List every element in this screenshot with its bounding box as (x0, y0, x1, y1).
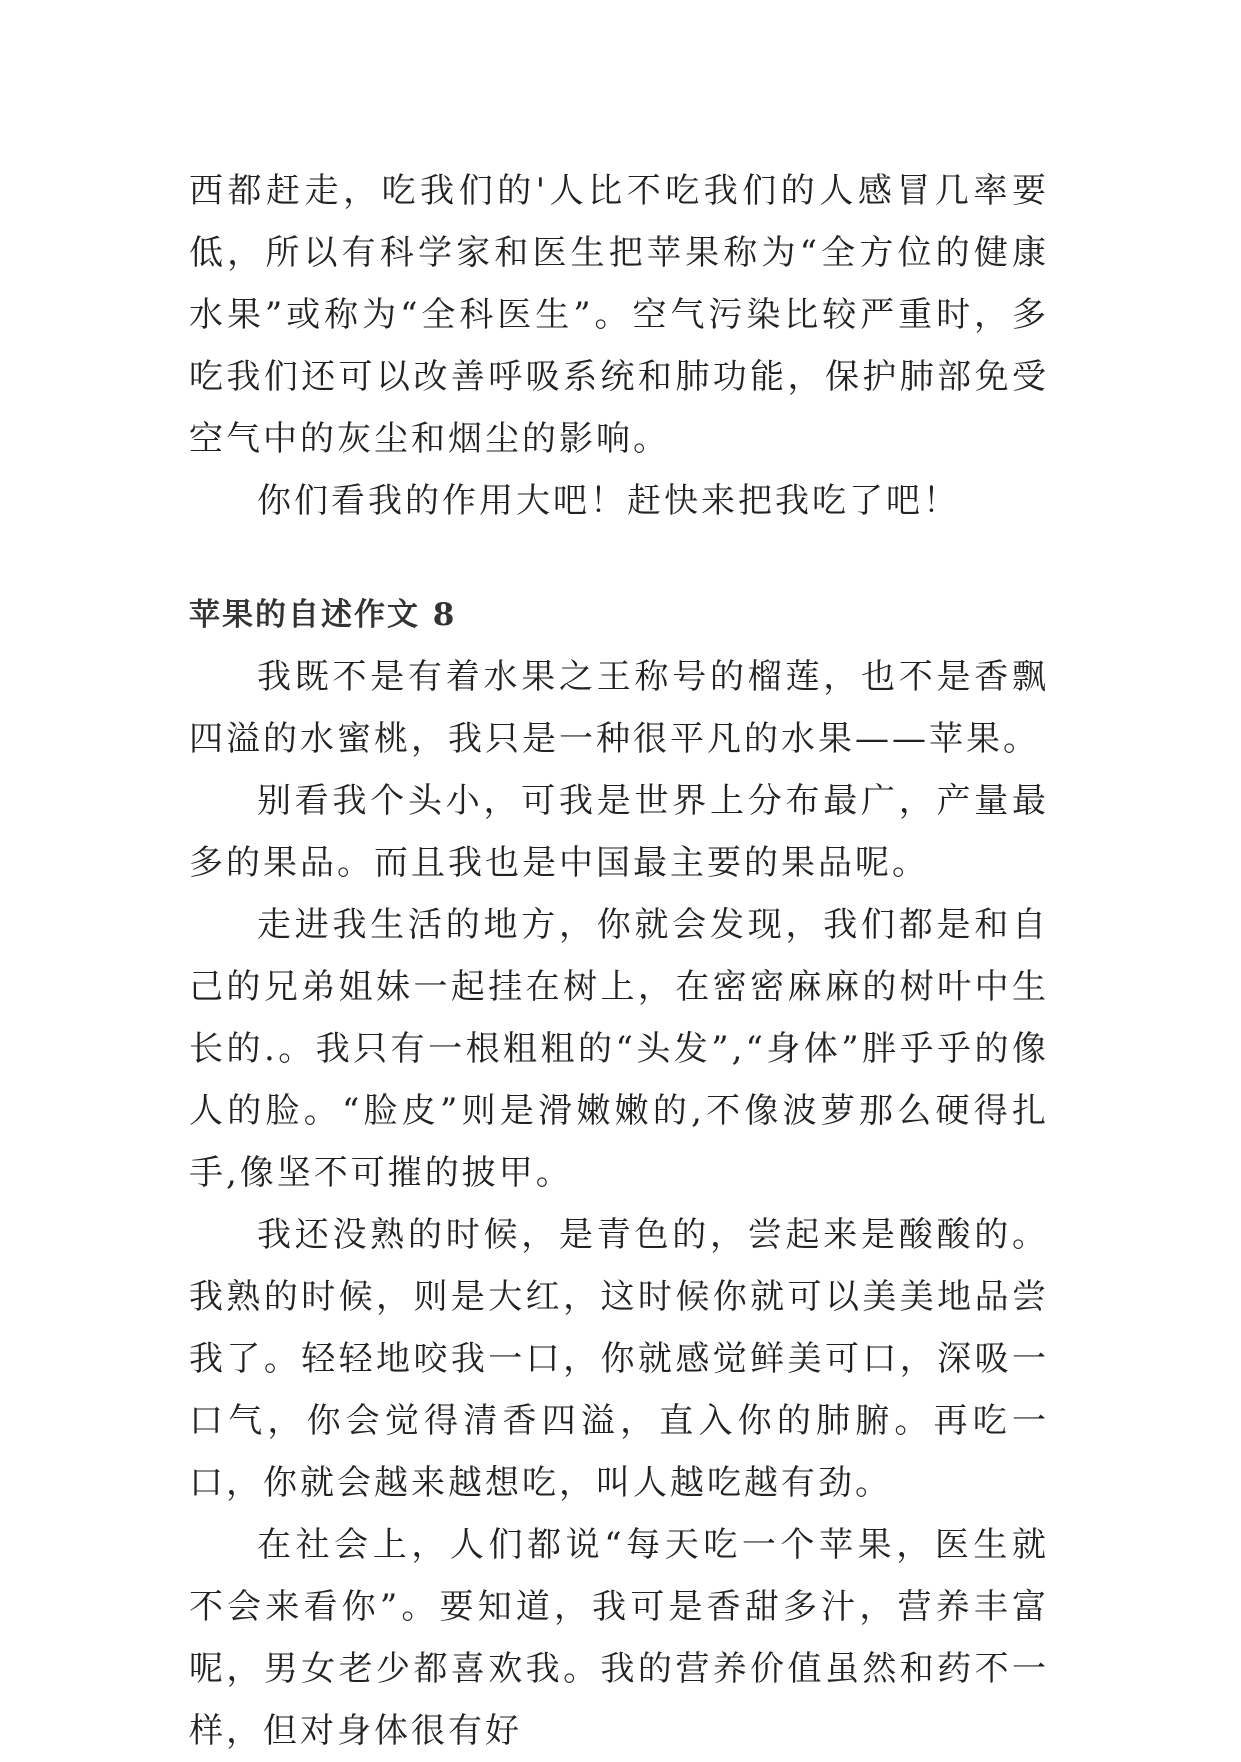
paragraph-exclaim: 你们看我的作用大吧！赶快来把我吃了吧！ (257, 481, 960, 521)
paragraph-size: 别看我个头小，可我是世界上分布最广，产量最多的果品。而且我也是中国最主要的果品呢。 (189, 781, 1049, 883)
paragraph-intro: 我既不是有着水果之王称号的榴莲，也不是香飘四溢的水蜜桃，我只是一种很平凡的水果——苹果。 (189, 657, 1049, 759)
paragraph-habitat: 走进我生活的地方，你就会发现，我们都是和自己的兄弟姐妹一起挂在树上，在密密麻麻的树叶中生长的.。我只有一根粗粗的“头发”,“身体”胖乎乎的像人的脸。“脸皮”则是滑嫩嫩的,不像波萝那么硬得扎手,像坚不可摧的披甲。 (189, 905, 1049, 1193)
paragraph-taste: 我还没熟的时候，是青色的，尝起来是酸酸的。我熟的时候，则是大红，这时候你就可以美美地品尝我了。轻轻地咬我一口，你就感觉鲜美可口，深吸一口气，你会觉得清香四溢，直入你的肺腑。再吃一口，你就会越来越想吃，叫人越吃越有劲。 (189, 1215, 1049, 1503)
section-title: 苹果的自述作文 8 (189, 597, 457, 633)
paragraph-continued: 西都赶走，吃我们的'人比不吃我们的人感冒几率要低，所以有科学家和医生把苹果称为“全方位的健康水果”或称为“全科医生”。空气污染比较严重时，多吃我们还可以改善呼吸系统和肺功能，保护肺部免受空气中的灰尘和烟尘的影响。 (189, 171, 1049, 459)
paragraph-society: 在社会上，人们都说“每天吃一个苹果，医生就不会来看你”。要知道，我可是香甜多汁，营养丰富呢，男女老少都喜欢我。我的营养价值虽然和药不一样，但对身体很有好 (189, 1525, 1049, 1751)
document-body (189, 160, 1049, 1762)
